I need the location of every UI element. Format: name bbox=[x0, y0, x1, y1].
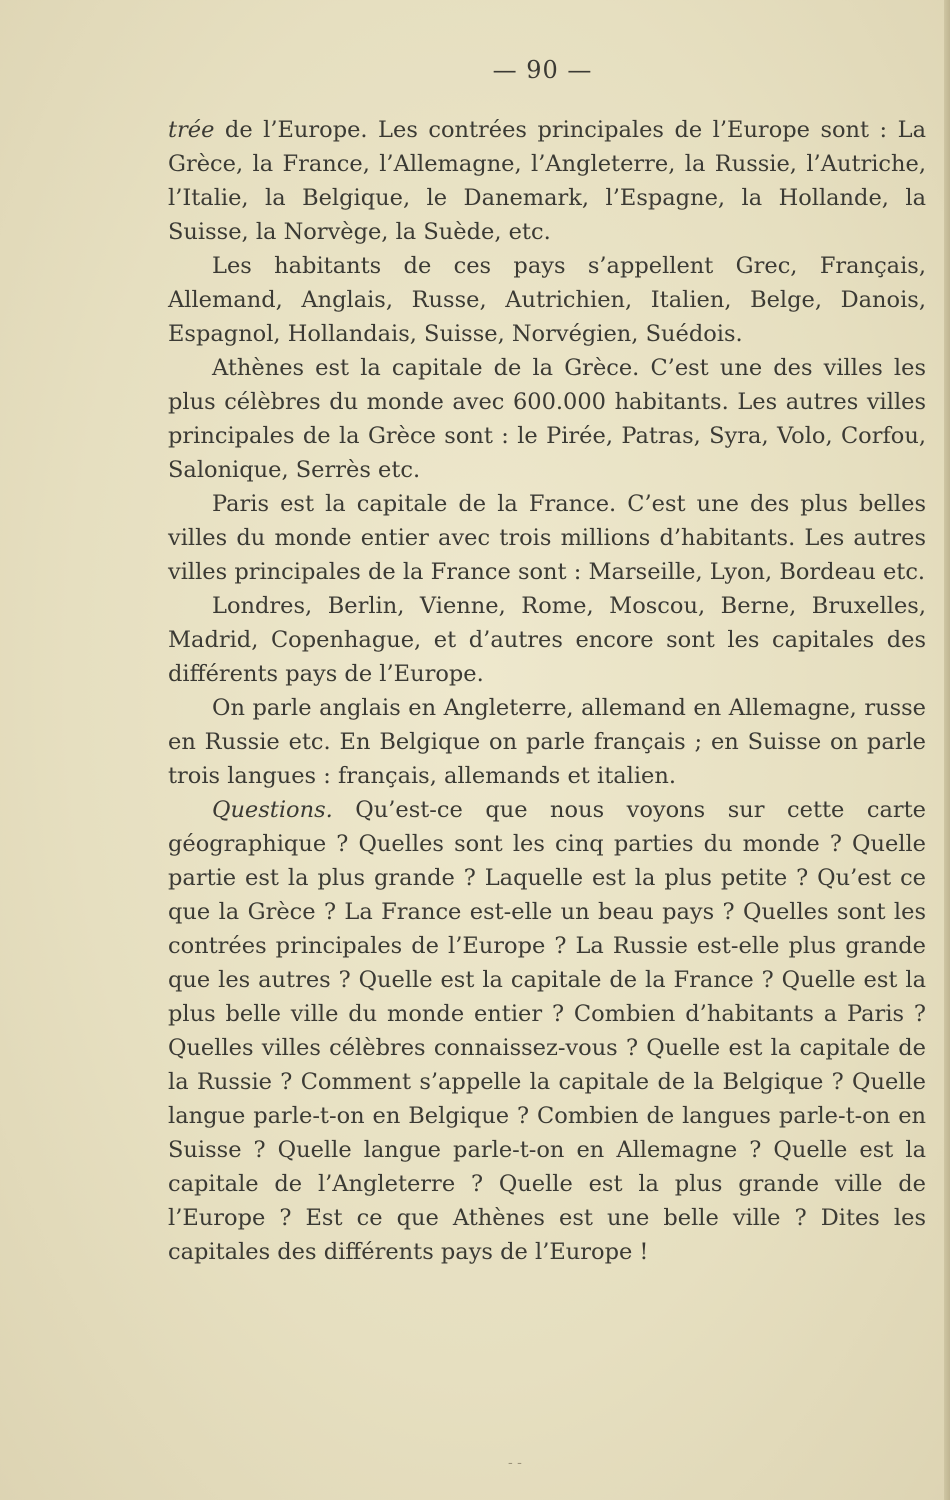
paragraph-europe-countries bbox=[168, 113, 926, 249]
paragraph-athens: Athènes est la capitale de la Grèce. C’est une des villes les plus célèbres du monde avec 600.000 habitants. Les autres villes principales de la Grèce sont : le Pirée, Patras, Syra, Volo, Corfou, Salonique, Serrès etc. bbox=[168, 355, 926, 483]
paragraph-paris: Paris est la capitale de la France. C’est une des plus belles villes du monde entier avec trois millions d’habitants. Les autres villes principales de la France sont : Marseille, Lyon, Bordeau etc. bbox=[168, 491, 926, 585]
page-body bbox=[168, 113, 926, 1269]
paragraph-questions bbox=[168, 793, 926, 1269]
questions-text: Qu’est-ce que nous voyons sur cette carte géographique ? Quelles sont les cinq parties du monde ? Quelle partie est la plus grande ? Laquelle est la plus petite ? Qu’est ce que la Grèce ? La France est-elle un beau pays ? Quelles sont les contrées principales de l’Europe ? La Russie est-elle plus grande que les autres ? Quelle est la capitale de la France ? Quelle est la plus belle ville du monde entier ? Combien d’habitants a Paris ? Quelles villes célèbres connaissez-vous ? Quelle est la capitale de la Russie ? Comment s’appelle la capitale de la Belgique ? Quelle langue parle-t-on en Belgique ? Combien de langues parle-t-on en Suisse ? Quelle langue parle-t-on en Allemagne ? Quelle est la capitale de l’Angleterre ? Quelle est la plus grande ville de l’Europe ? Est ce que Athènes est une belle ville ? Dites les capitales des différents pays de l’Europe ! bbox=[168, 797, 926, 1265]
paragraph-languages: On parle anglais en Angleterre, allemand en Allemagne, russe en Russie etc. En Belgique on parle français ; en Suisse on parle trois langues : français, allemands et italien. bbox=[168, 695, 926, 789]
paragraph-text: de l’Europe. Les contrées principales de l’Europe sont : La Grèce, la France, l’Allemagne, l’Angleterre, la Russie, l’Autriche, l’Italie, la Belgique, le Danemark, l’Espagne, la Hollande, la Suisse, la Norvège, la Suède, etc. bbox=[168, 117, 926, 245]
page-edge bbox=[944, 0, 950, 1500]
footer-mark: - - bbox=[508, 1455, 522, 1471]
paragraph-inhabitants: Les habitants de ces pays s’appellent Grec, Français, Allemand, Anglais, Russe, Autrichien, Italien, Belge, Danois, Espagnol, Hollandais, Suisse, Norvégien, Suédois. bbox=[168, 253, 926, 347]
word-fragment: trée bbox=[168, 117, 215, 143]
questions-heading: Questions. bbox=[212, 797, 333, 823]
page-number: — 90 — bbox=[492, 56, 593, 84]
paragraph-capitals: Londres, Berlin, Vienne, Rome, Moscou, Berne, Bruxelles, Madrid, Copenhague, et d’autres encore sont les capitales des différents pays de l’Europe. bbox=[168, 593, 926, 687]
